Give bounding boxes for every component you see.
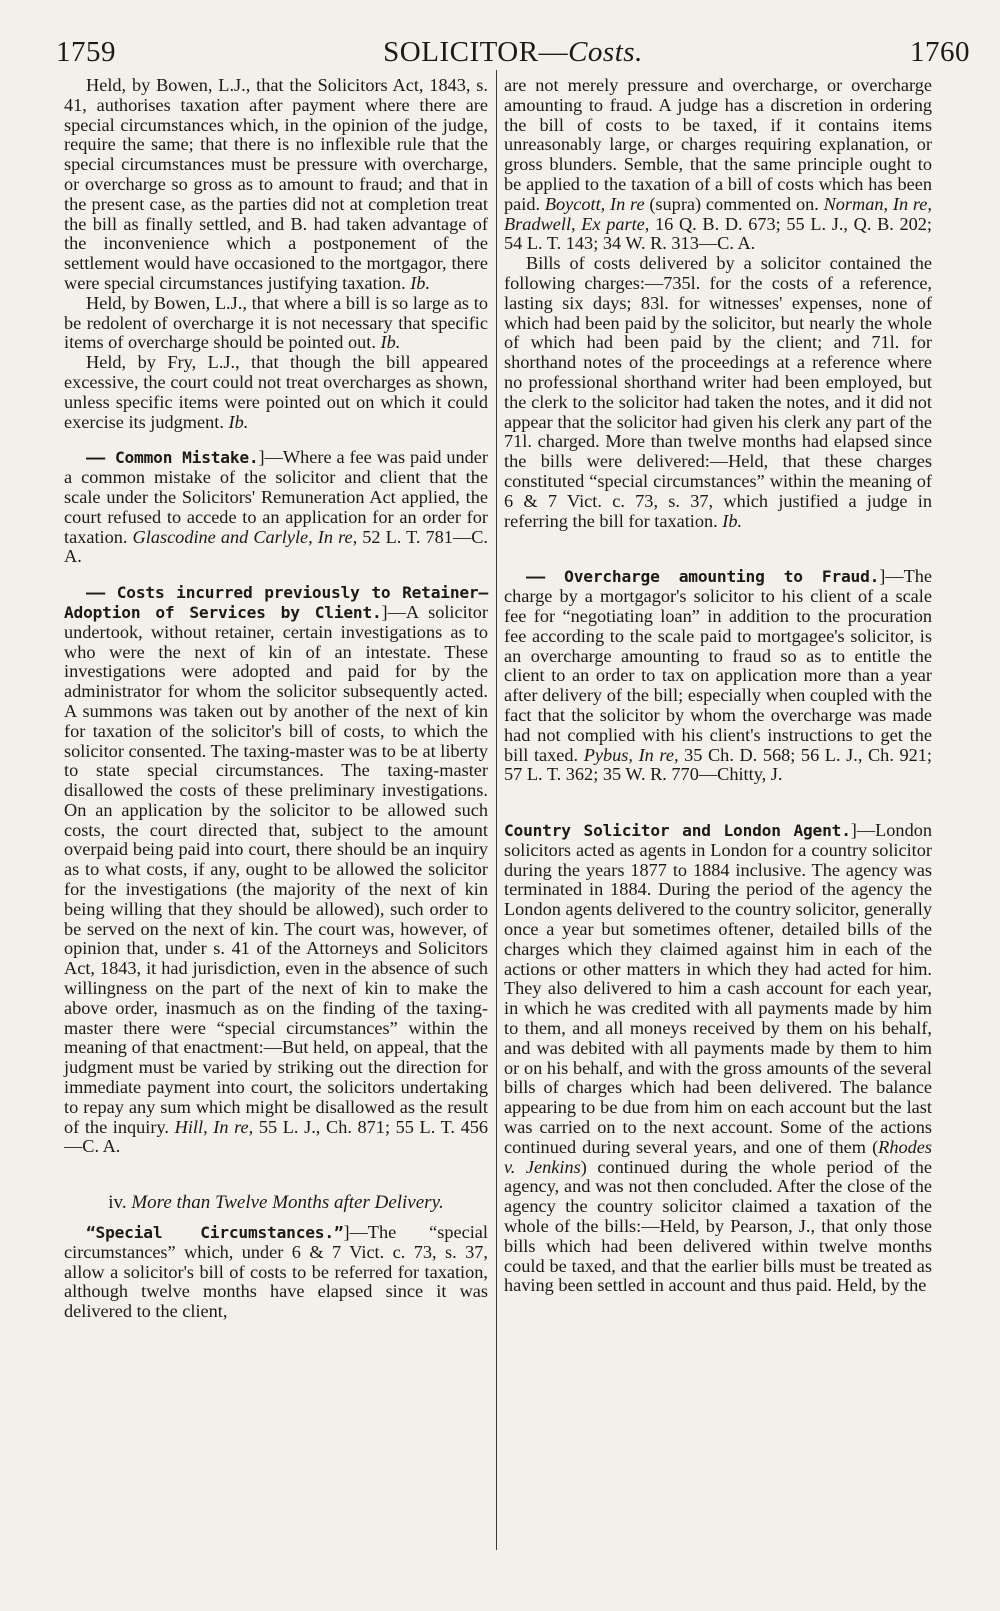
- paragraph-text: ]—The charge by a mortgagor's solicitor to his client of a scale fee for “negotiating loan” in addition to the procuration fee according to the scale paid to mortgagee's solicitor, is an overcharge amounting to fraud so as to entitle the client to an order to tax on application more than a year after delivery of the bill; especially when coupled with the fact that the solicitor by whom the overcharge was made had not complied with his client's instructions to get the bill taxed.: [504, 566, 932, 765]
- paragraph: [504, 254, 932, 531]
- running-head: [56, 36, 970, 76]
- page-title-main: SOLICITOR—: [383, 36, 569, 68]
- paragraph-text: Held, by Bowen, L.J., that the Solicitors Act, 1843, s. 41, authorises taxation after payment where there are special circumstances which, in the opinion of the judge, require the same; that there is no inflexible rule that the special circumstances must be pressure with overcharge, or overcharge so gross as to amount to fraud; and that in the present case, as the parties did not at completion treat the bill as finally settled, and B. had taken advantage of the inconvenience which a postponement of the settlement would have occasioned to the mortgagor, there were special circumstances justifying taxation.: [64, 75, 488, 293]
- page-number-left: 1759: [56, 36, 116, 68]
- paragraph-text: ]—The “special circumstances” which, under 6 & 7 Vict. c. 73, s. 37, allow a solicitor's bill of costs to be referred for taxation, although twelve months have elapsed since it was delivered to the client,: [64, 1222, 488, 1322]
- paragraph-text: (supra) commented on.: [649, 193, 819, 214]
- paragraph-text: Held, by Fry, L.J., that though the bill appeared excessive, the court could not treat overcharges as shown, unless specific items were pointed out on which it could exercise its judgment.: [64, 352, 488, 432]
- citation: Ib.: [410, 272, 431, 293]
- paragraph: [504, 76, 932, 254]
- paragraph: [64, 76, 488, 294]
- citation: Glascodine and Carlyle, In re,: [132, 526, 358, 547]
- paragraph-text: ) continued during the whole period of the agency, and was not then concluded. After the close of the agency the country solicitor claimed a taxation of the whole of the bills:—Held, by Pearson, J., that only those bills which had been delivered within twelve months could be taxed, and that the earlier bills must be treated as having been settled in account and thus paid. Held, by the: [504, 1156, 932, 1296]
- subsection-heading: [64, 1193, 488, 1213]
- entry-heading: —— Overcharge amounting to Fraud.: [526, 567, 880, 587]
- citation: Ib.: [380, 332, 401, 353]
- citation-reference: 55 L. J., Ch. 871; 55 L. T. 456—C. A.: [64, 1116, 488, 1157]
- citation-reference: 16 Q. B. D. 673; 55 L. J., Q. B. 202; 54 L. T. 143; 34 W. R. 313—C. A.: [504, 213, 933, 254]
- paragraph-text: Held, by Bowen, L.J., that where a bill is so large as to be redolent of overcharge it is not necessary that specific items of overcharge should be pointed out.: [64, 292, 488, 353]
- paragraph: [64, 1223, 488, 1322]
- paragraph-text: ]—London solicitors acted as agents in London for a country solicitor during the years 1877 to 1884 inclusive. The agency was terminated in 1884. During the period of the agency the London agents delivered to the country solicitor, generally once a year but sometimes oftener, detailed bills of the charges which they claimed against him in each of the actions or other matters in which they had acted for him. They also delivered to him a cash account for each year, in which he was credited with all payments made by him to them, and all moneys received by them on his behalf, and was debited with all payments made by them to him or on his behalf, and with the gross amounts of the several bills of charges which had been delivered. The balance appearing to be due from him on each account but the last was carried on to the next account. Some of the actions continued during several years, and one of them (: [504, 820, 932, 1157]
- entry-heading: “Special Circumstances.”: [86, 1223, 344, 1243]
- entry-heading: —— Costs incurred previously to Retainer—Adoption of Services by Client.: [64, 583, 488, 622]
- subsection-number: iv.: [108, 1192, 127, 1214]
- page-title: [56, 36, 970, 69]
- citation: Boycott, In re: [544, 193, 645, 214]
- citation-reference: 52 L. T. 781—C. A.: [64, 526, 488, 567]
- paragraph: [64, 583, 488, 1157]
- page-number-right: 1760: [910, 36, 970, 68]
- paragraph: [64, 294, 488, 353]
- paragraph: [64, 353, 488, 432]
- column-divider: [496, 70, 497, 1550]
- paragraph: [504, 821, 932, 1296]
- citation: Norman, In re, Bradwell, Ex parte,: [504, 193, 932, 234]
- right-column: [504, 76, 932, 1296]
- citation: Pybus, In re,: [583, 744, 679, 765]
- citation: Ib.: [228, 411, 249, 432]
- left-column: [64, 76, 488, 1322]
- page-title-italic: Costs.: [568, 36, 643, 68]
- paragraph-text: ]—A solicitor undertook, without retainer, certain investigations as to who were the next of kin of an intestate. These investigations were adopted and paid for by the administrator for whom the solicitor subsequently acted. A summons was taken out by another of the next of kin for taxation of the solicitor's bill of costs, to which the solicitor consented. The taxing-master was to be at liberty to state special circumstances. The taxing-master disallowed the costs of these preliminary investigations. On an application by the solicitor to be allowed such costs, the court directed that, subject to the amount overpaid being paid into court, there should be an inquiry as to what costs, if any, ought to be allowed the solicitor for the investigations (the majority of the next of kin being willing that they should be allowed), such order to be served on the next of kin. The court was, however, of opinion that, under s. 41 of the Attorneys and Solicitors Act, 1843, it had jurisdiction, even in the absence of such willingness on the part of the next of kin to make the above order, inasmuch as on the finding of the taxing-master there were “special circumstances” within the meaning of that enactment:—But held, on appeal, that the judgment must be varied by striking out the direction for immediate payment into court, the solicitors undertaking to repay any sum which might be disallowed as the result of the inquiry.: [64, 601, 488, 1137]
- citation-reference: 35 Ch. D. 568; 56 L. J., Ch. 921; 57 L. T. 362; 35 W. R. 770—Chitty, J.: [504, 744, 932, 785]
- citation: Rhodes v. Jenkins: [504, 1136, 932, 1177]
- paragraph: [64, 448, 488, 567]
- paragraph-text: Bills of costs delivered by a solicitor contained the following charges:—735l. for the costs of a reference, lasting six days; 83l. for witnesses' expenses, none of which had been paid by the solicitor, but nearly the whole of which had been paid by the client; and 71l. for shorthand notes of the proceedings at a reference where no professional shorthand writer had been employed, but the clerk to the solicitor had taken the notes, and it did not appear that the solicitor had given his clerk any part of the 71l. charged. More than twelve months had elapsed since the bills were delivered:—Held, that these charges constituted “special circumstances” within the meaning of 6 & 7 Vict. c. 73, s. 37, which justified a judge in referring the bill for taxation.: [504, 253, 932, 531]
- citation: Ib.: [722, 510, 743, 531]
- subsection-title: More than Twelve Months after Delivery.: [131, 1192, 444, 1214]
- entry-heading: —— Common Mistake.: [86, 448, 259, 468]
- citation: Hill, In re,: [174, 1116, 254, 1137]
- paragraph-text: ]—Where a fee was paid under a common mistake of the solicitor and client that the scale under the Solicitors' Remuneration Act applied, the court refused to accede to an application for an order for taxation.: [64, 447, 488, 547]
- paragraph: [504, 567, 932, 785]
- entry-heading: Country Solicitor and London Agent.: [504, 821, 851, 841]
- paragraph-text: are not merely pressure and overcharge, or overcharge amounting to fraud. A judge has a discretion in ordering the bill of costs to be taxed, if it contains items unreasonably large, or charges requiring explanation, or gross blunders. Semble, that the same principle ought to be applied to the taxation of a bill of costs which has been paid.: [504, 75, 932, 214]
